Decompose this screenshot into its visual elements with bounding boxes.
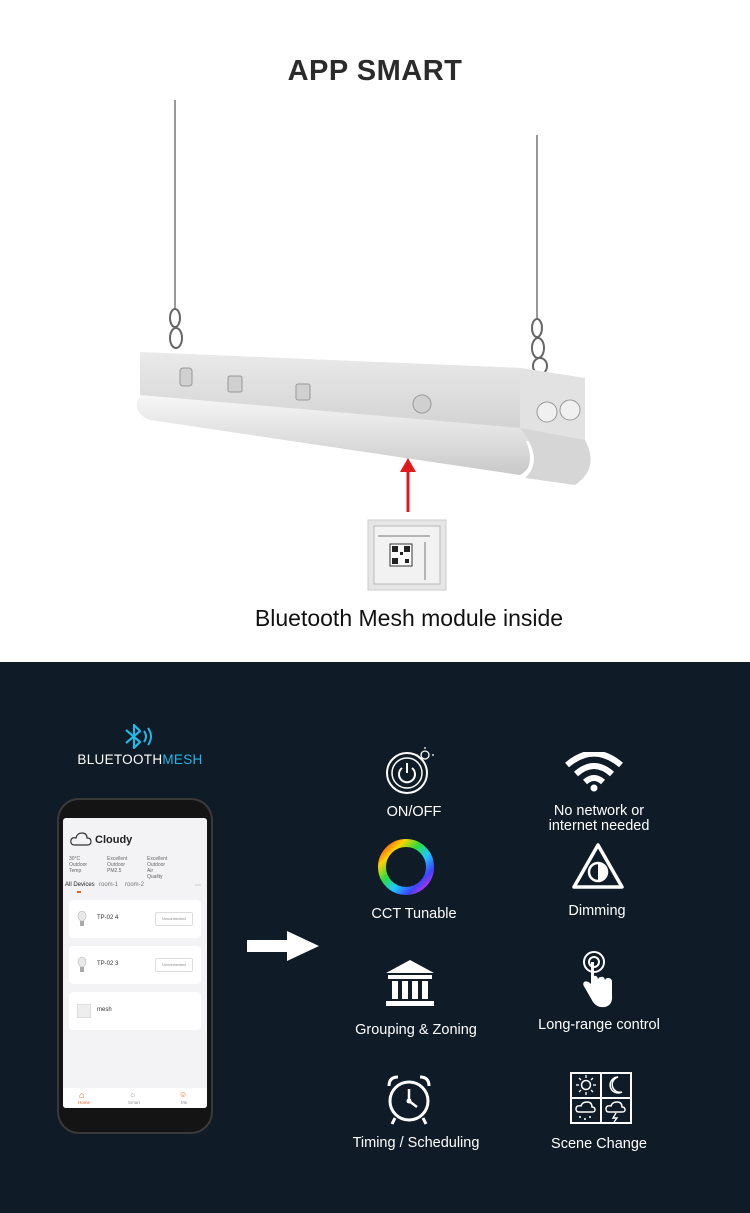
phone-mockup — [57, 798, 213, 1134]
more-icon[interactable]: ⋯ — [195, 883, 201, 889]
touch-icon — [577, 950, 617, 1010]
stat-air — [147, 856, 167, 880]
weather-scene-icon — [570, 1072, 632, 1124]
stat-label: Outdoor Temp — [69, 862, 88, 874]
device-name: TP-02 3 — [97, 961, 119, 967]
bluetooth-icon — [120, 722, 160, 752]
bluetooth-mesh-logo — [0, 752, 280, 767]
bulb-icon — [77, 956, 87, 974]
home-icon[interactable]: ⌂ — [79, 1090, 85, 1100]
features-section — [0, 662, 750, 1213]
feature-label-line1: No network or — [553, 803, 645, 819]
stat-temp — [69, 856, 87, 874]
feature-label-line2: internet needed — [548, 818, 650, 834]
feature-dimming: Dimming — [568, 903, 626, 919]
sun-icon[interactable]: ☼ — [129, 1090, 137, 1099]
alarm-clock-icon — [385, 1074, 433, 1126]
page-title: APP SMART — [287, 55, 463, 87]
profile-icon[interactable]: ☺ — [179, 1090, 188, 1099]
nav-smart[interactable]: Smart — [128, 1100, 141, 1105]
power-icon — [383, 746, 435, 798]
stat-value: Excellent — [107, 856, 128, 862]
stat-label: Outdoor PM2.5 — [107, 862, 126, 874]
device-status: Unconnected — [155, 912, 193, 926]
device-name: mesh — [97, 1007, 112, 1013]
device-name: TP-02 4 — [97, 915, 119, 921]
feature-on-off: ON/OFF — [386, 804, 442, 820]
feature-long-range: Long-range control — [538, 1017, 660, 1033]
tab-room-2[interactable]: room-2 — [125, 882, 145, 888]
stat-label: Outdoor Air Quality — [147, 862, 166, 880]
stat-value: 30°C — [69, 856, 81, 862]
nav-me[interactable]: Me — [181, 1100, 188, 1105]
feature-no-network — [524, 804, 674, 834]
stat-pm25 — [107, 856, 127, 874]
feature-scene-change: Scene Change — [551, 1136, 647, 1152]
feature-grouping-zoning: Grouping & Zoning — [355, 1022, 477, 1038]
nav-home[interactable]: Home — [78, 1100, 91, 1105]
tab-room-1[interactable]: room-1 — [99, 882, 119, 888]
device-card[interactable] — [69, 900, 201, 938]
bulb-icon — [77, 910, 87, 928]
stat-value: Excellent — [147, 856, 168, 862]
arrow-right-icon — [247, 929, 321, 963]
weather-condition: Cloudy — [95, 834, 133, 846]
device-card[interactable] — [69, 992, 201, 1030]
bt-suffix: MESH — [162, 752, 203, 767]
dimming-icon — [571, 842, 625, 890]
app-screen — [63, 818, 207, 1108]
active-tab-indicator — [77, 891, 81, 893]
linear-lamp-image — [0, 0, 750, 600]
bottom-nav — [63, 1088, 207, 1108]
bt-prefix: BLUETOOTH — [77, 752, 163, 767]
feature-cct-tunable: CCT Tunable — [371, 906, 457, 922]
cloud-icon — [70, 832, 92, 846]
tab-all-devices[interactable]: All Devices — [65, 882, 95, 888]
building-icon — [384, 958, 436, 1008]
wifi-icon — [565, 752, 623, 792]
device-card[interactable] — [69, 946, 201, 984]
feature-timing-scheduling: Timing / Scheduling — [352, 1135, 480, 1151]
device-status: Unconnected — [155, 958, 193, 972]
color-wheel-icon — [377, 838, 435, 896]
mesh-icon — [77, 1004, 91, 1018]
module-caption: Bluetooth Mesh module inside — [254, 605, 564, 631]
